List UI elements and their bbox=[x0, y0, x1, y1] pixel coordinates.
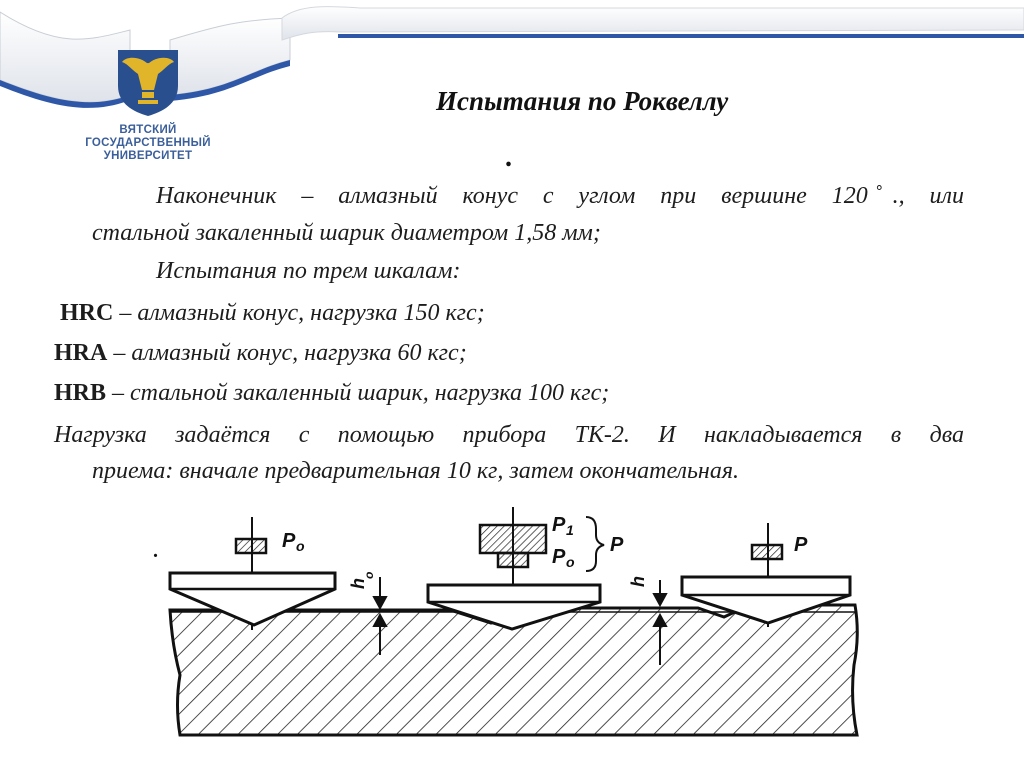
university-name-line-3: УНИВЕРСИТЕТ bbox=[103, 150, 193, 162]
scale-hrb bbox=[54, 380, 609, 407]
title-dot: . bbox=[505, 142, 512, 173]
tip-description-line-1: Наконечник – алмазный конус с углом при вершине 120 ̊., или bbox=[156, 183, 964, 209]
diagram-dot: . bbox=[153, 540, 158, 562]
scale-description: – алмазный конус, нагрузка 60 кгс; bbox=[107, 340, 467, 366]
load-label-stage-1: P bbox=[282, 530, 296, 552]
load-label-p0: P bbox=[552, 546, 566, 568]
university-name bbox=[78, 124, 218, 163]
load-label-total-stage-2: P bbox=[610, 534, 624, 556]
load-sub-p0: o bbox=[566, 554, 575, 570]
scale-description: – алмазный конус, нагрузка 150 кгс; bbox=[113, 300, 485, 326]
load-description-line-1: Нагрузка задаётся с помощью прибора ТК-2. И накладывается в два bbox=[54, 422, 964, 448]
load-sub-p1: 1 bbox=[566, 522, 574, 538]
scale-code: HRB bbox=[54, 380, 107, 406]
scale-description: – стальной закаленный шарик, нагрузка 100 кгс; bbox=[106, 380, 610, 406]
scales-intro: Испытания по трем шкалам: bbox=[156, 258, 461, 284]
load-label-p1: P bbox=[552, 514, 566, 536]
load-brace bbox=[586, 517, 604, 571]
rockwell-test-diagram bbox=[150, 505, 870, 767]
scale-hra bbox=[54, 340, 467, 367]
depth-label-h: h bbox=[628, 576, 648, 587]
load-description-line-2: приема: вначале предварительная 10 кг, затем окончательная. bbox=[92, 458, 739, 484]
depth-sub-h0: o bbox=[362, 571, 376, 579]
university-name-line-1: ВЯТСКИЙ bbox=[119, 124, 177, 136]
slide-title: Испытания по Роквеллу bbox=[436, 86, 729, 116]
depth-label-h0: h bbox=[348, 578, 368, 589]
scale-code: HRA bbox=[54, 340, 108, 366]
tip-description-line-2: стальной закаленный шарик диаметром 1,58 мм; bbox=[92, 220, 601, 246]
load-label-stage-3: P bbox=[794, 534, 808, 556]
university-logo-emblem bbox=[112, 46, 184, 118]
load-sub-stage-1: o bbox=[296, 538, 305, 554]
scale-code: HRC bbox=[60, 300, 114, 326]
scale-hrc bbox=[60, 300, 485, 327]
university-name-line-2: ГОСУДАРСТВЕННЫЙ bbox=[85, 137, 211, 149]
